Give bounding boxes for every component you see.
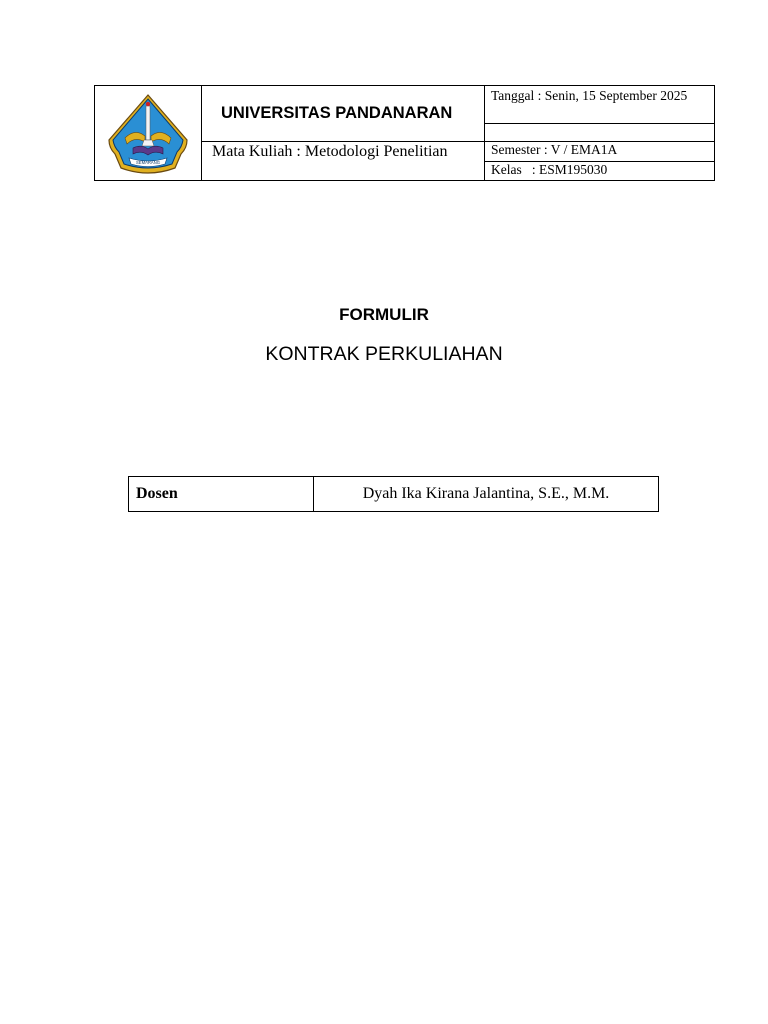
class-field	[485, 162, 715, 181]
logo-cell	[95, 86, 202, 181]
semester-field: Semester : V / EMA1A	[485, 142, 715, 162]
class-text: Kelas : ESM195030	[491, 162, 608, 178]
header-table	[94, 85, 715, 181]
university-logo	[105, 92, 191, 178]
lecturer-name: Dyah Ika Kirana Jalantina, S.E., M.M.	[314, 477, 659, 512]
logo-text: SEMARANG	[136, 160, 160, 165]
lecturer-label: Dosen	[129, 477, 314, 512]
date-field: Tanggal : Senin, 15 September 2025	[485, 86, 715, 124]
university-name: UNIVERSITAS PANDANARAN	[202, 86, 485, 142]
form-title: FORMULIR	[339, 305, 429, 324]
course-name: Mata Kuliah : Metodologi Penelitian	[202, 142, 485, 181]
lecturer-table	[128, 476, 659, 512]
form-subtitle: KONTRAK PERKULIAHAN	[265, 343, 503, 365]
empty-cell	[485, 123, 715, 142]
